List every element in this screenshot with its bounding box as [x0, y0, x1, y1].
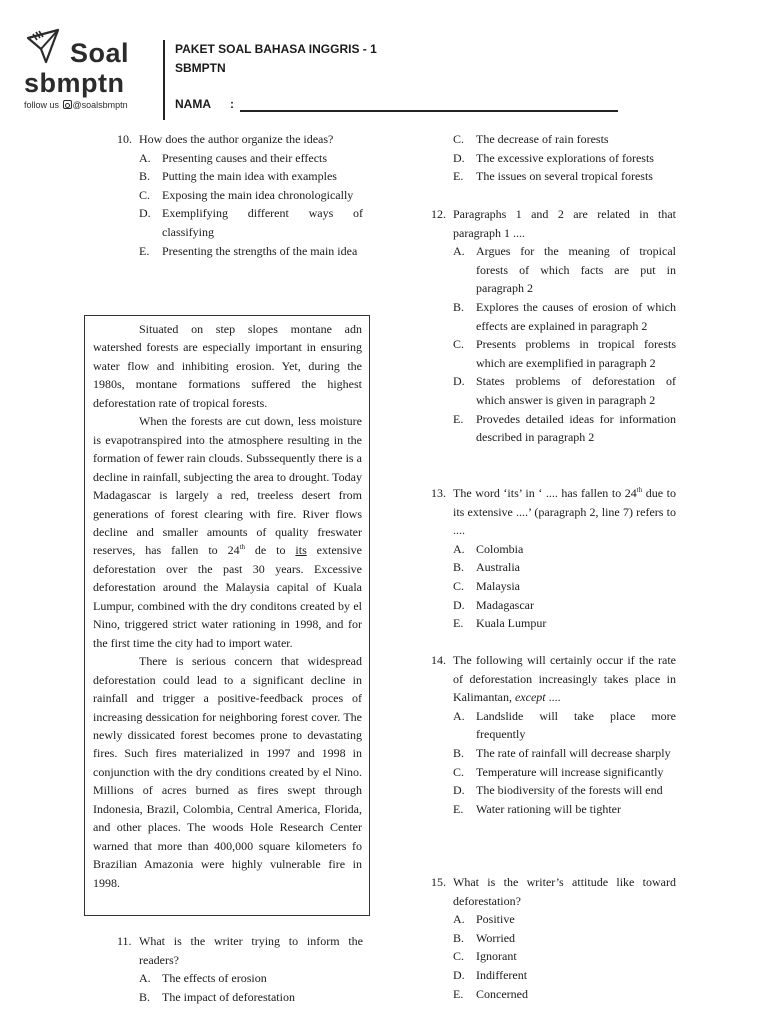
passage-paragraph-2	[93, 412, 362, 652]
question-text: due to its extensive ....’ (paragraph 2, line 7) refers to ....	[453, 486, 676, 538]
option-letter: A.	[453, 708, 465, 723]
superscript: th	[636, 486, 643, 494]
option-text: Presenting the strengths of the main idea	[162, 243, 358, 258]
option-text: Presenting causes and their effects	[162, 150, 328, 165]
answer-option[interactable]	[431, 910, 676, 929]
option-text: The rate of rainfall will decrease sharply	[476, 745, 671, 760]
emphasized-word: except	[514, 690, 546, 705]
option-letter: E.	[453, 169, 464, 184]
option-letter: C.	[453, 132, 465, 146]
question-stem	[431, 205, 676, 242]
page-header	[0, 0, 768, 125]
instagram-icon	[63, 100, 72, 109]
option-letter: C.	[453, 764, 465, 779]
name-label: NAMA	[175, 97, 211, 111]
option-letter: B.	[453, 745, 465, 760]
question-14	[431, 651, 676, 818]
question-stem	[431, 651, 676, 707]
option-letter: B.	[139, 989, 151, 1004]
question-number: 14.	[431, 653, 446, 667]
answer-option[interactable]	[431, 744, 676, 763]
social-follow-line	[24, 100, 128, 110]
option-letter: A.	[453, 244, 465, 259]
option-letter: E.	[453, 986, 464, 1001]
option-letter: C.	[453, 949, 465, 964]
option-letter: B.	[453, 930, 465, 945]
page-title: PAKET SOAL BAHASA INGGRIS - 1	[175, 42, 377, 56]
question-stem	[431, 873, 676, 910]
name-colon: :	[230, 97, 234, 111]
option-text: Malaysia	[476, 578, 520, 593]
answer-option[interactable]	[431, 763, 676, 782]
option-text: The issues on several tropical forests	[476, 169, 653, 184]
answer-option[interactable]	[431, 929, 676, 948]
option-text: Concerned	[476, 986, 528, 1001]
paper-plane-logo-icon	[24, 28, 64, 64]
answer-option[interactable]	[117, 167, 363, 186]
answer-option[interactable]	[431, 800, 676, 819]
option-text: Kuala Lumpur	[476, 616, 547, 631]
answer-option[interactable]	[453, 130, 676, 149]
passage-text: extensive deforestation over the past 30 years. Excessive deforestation around the Malaysia capital of Kuala Lumpur, combined with the dry conditons created by el Nino, triggered strict water rationing in 1998, and for the first time the city had to import water.	[93, 543, 362, 650]
option-text: Presents problems in tropical forests which are exemplified in paragraph 2	[476, 337, 676, 370]
option-text: Madagascar	[476, 597, 534, 612]
answer-option[interactable]	[431, 540, 676, 559]
question-text: How does the author organize the ideas?	[139, 132, 334, 146]
option-letter: A.	[453, 541, 465, 556]
option-text: Water rationing will be tighter	[476, 801, 621, 816]
question-text: What is the writer trying to inform the readers?	[139, 934, 363, 967]
option-text: The impact of deforestation	[162, 989, 295, 1004]
option-letter: D.	[139, 206, 151, 221]
option-letter: E.	[453, 411, 464, 426]
option-text: The effects of erosion	[162, 971, 267, 986]
answer-option[interactable]	[431, 410, 676, 447]
question-13	[431, 484, 676, 633]
option-letter: D.	[453, 374, 465, 389]
passage-paragraph-3: There is serious concern that widespread deforestation could lead to a significant decline in rainfall and trigger a positive-feedback proces of increasing dessication for neighboring forest cover. The newly dissicated forest becomes prone to devastating fires. Such fires materialized in 1997 and 1998 in conjunction with the dry conditions created by el Nino. Millions of acres burned as fires swept through Indonesia, Brazil, Colombia, Central America, Florida, and other places. The woods Hole Research Center warned that more than 400,000 square kilometers fo Brazilian Amazonia were highly vulnerable fire in 1998.	[93, 654, 362, 890]
answer-option[interactable]	[431, 558, 676, 577]
option-text: Temperature will increase significantly	[476, 764, 664, 779]
logo-word-soal: Soal	[70, 38, 130, 68]
instagram-handle: @soalsbmptn	[72, 100, 128, 110]
question-12	[431, 205, 676, 447]
option-text: Provedes detailed ideas for information described in paragraph 2	[476, 411, 676, 445]
passage-text: de to	[245, 543, 296, 558]
answer-option[interactable]	[431, 242, 676, 298]
option-text: States problems of deforestation of which answer is given in paragraph 2	[476, 374, 676, 407]
answer-option[interactable]	[431, 298, 676, 335]
option-text: The biodiversity of the forests will end	[476, 783, 663, 798]
question-11	[117, 932, 363, 1006]
answer-option[interactable]	[117, 204, 363, 241]
question-text: ....	[545, 690, 561, 705]
answer-option[interactable]	[431, 335, 676, 372]
question-number: 10.	[117, 132, 132, 146]
option-letter: D.	[453, 150, 465, 165]
option-letter: E.	[453, 801, 464, 816]
option-text: Worried	[476, 930, 516, 945]
option-text: Argues for the meaning of tropical forests of which facts are put in paragraph 2	[476, 244, 676, 296]
question-number: 13.	[431, 486, 446, 500]
option-text: Colombia	[476, 541, 524, 556]
answer-option[interactable]	[431, 707, 676, 744]
option-text: Exemplifying different ways of classifying	[162, 206, 363, 239]
option-letter: B.	[139, 169, 151, 184]
option-letter: D.	[453, 967, 465, 982]
option-letter: D.	[453, 597, 465, 612]
option-text: Putting the main idea with examples	[162, 169, 337, 184]
answer-option[interactable]	[117, 988, 363, 1007]
option-letter: D.	[453, 783, 465, 798]
option-letter: A.	[453, 912, 465, 927]
option-text: The decrease of rain forests	[476, 132, 609, 146]
option-text: Explores the causes of erosion of which effects are explained in paragraph 2	[476, 299, 676, 333]
superscript: th	[239, 543, 246, 552]
option-letter: E.	[453, 616, 464, 631]
question-text: The following will certainly occur if the rate of deforestation increasingly takes place in Kalimantan,	[453, 653, 676, 705]
option-letter: B.	[453, 299, 465, 314]
answer-option[interactable]	[431, 966, 676, 985]
option-text: Landslide will take place more frequently	[476, 708, 676, 742]
name-fill-line[interactable]	[240, 110, 618, 112]
question-number: 15.	[431, 875, 446, 889]
answer-option[interactable]	[431, 781, 676, 800]
passage-text: When the forests are cut down, less moisture is evapotranspired into the atmosphere resulting in the formation of fewer rain clouds. Subssequently there is a decline in rainfall, subjecting the area to drought. Today Madagascar is largely a red, treeless desert from generations of forest clearing with fire. River flows decline and smaller amounts of quality freswater reserves, has fallen to 24	[93, 414, 362, 558]
option-letter: C.	[453, 578, 465, 593]
question-15	[431, 873, 676, 1003]
answer-option[interactable]	[431, 985, 676, 1004]
soal-sbmptn-logo	[24, 28, 154, 114]
question-text: The word ‘its’ in ‘ .... has fallen to 24	[453, 486, 637, 500]
option-letter: C.	[453, 337, 465, 352]
option-letter: B.	[453, 560, 465, 575]
logo-word-sbmptn: sbmptn	[24, 68, 125, 98]
option-letter: A.	[139, 971, 151, 986]
header-divider	[163, 40, 165, 120]
option-text: Positive	[476, 912, 515, 927]
answer-option[interactable]	[117, 186, 363, 205]
answer-option[interactable]	[453, 167, 676, 186]
question-stem	[117, 932, 363, 969]
follow-prefix: follow us	[24, 100, 60, 110]
answer-option[interactable]	[117, 149, 363, 168]
question-stem	[117, 130, 363, 149]
option-letter: A.	[139, 150, 151, 165]
answer-option[interactable]	[431, 372, 676, 409]
question-10	[117, 130, 363, 260]
answer-option[interactable]	[453, 149, 676, 168]
option-text: The excessive explorations of forests	[476, 150, 654, 165]
underlined-word: its	[295, 543, 307, 558]
option-letter: E.	[139, 243, 150, 258]
question-11-continued	[453, 130, 676, 186]
passage-paragraph-1: Situated on step slopes montane adn watershed forests are especially important in ensuring water flow and inhibiting erosion. Yet, during the 1980s, montane formations suffered the highest deforestation rate of tropical forests.	[93, 322, 362, 410]
question-number: 11.	[117, 934, 132, 948]
question-text: Paragraphs 1 and 2 are related in that paragraph 1 ....	[453, 207, 676, 240]
question-number: 12.	[431, 207, 446, 221]
option-text: Indifferent	[476, 967, 528, 982]
answer-option[interactable]	[431, 614, 676, 633]
question-text: What is the writer’s attitude like toward deforestation?	[453, 875, 676, 908]
question-stem	[431, 484, 676, 540]
page-subtitle: SBMPTN	[175, 61, 226, 75]
answer-option[interactable]	[117, 969, 363, 988]
answer-option[interactable]	[431, 596, 676, 615]
answer-option[interactable]	[431, 947, 676, 966]
option-text: Ignorant	[476, 949, 517, 964]
answer-option[interactable]	[117, 242, 363, 261]
option-text: Exposing the main idea chronologically	[162, 187, 354, 202]
reading-passage-box	[84, 315, 370, 916]
option-letter: C.	[139, 187, 151, 202]
option-text: Australia	[476, 560, 520, 575]
answer-option[interactable]	[431, 577, 676, 596]
